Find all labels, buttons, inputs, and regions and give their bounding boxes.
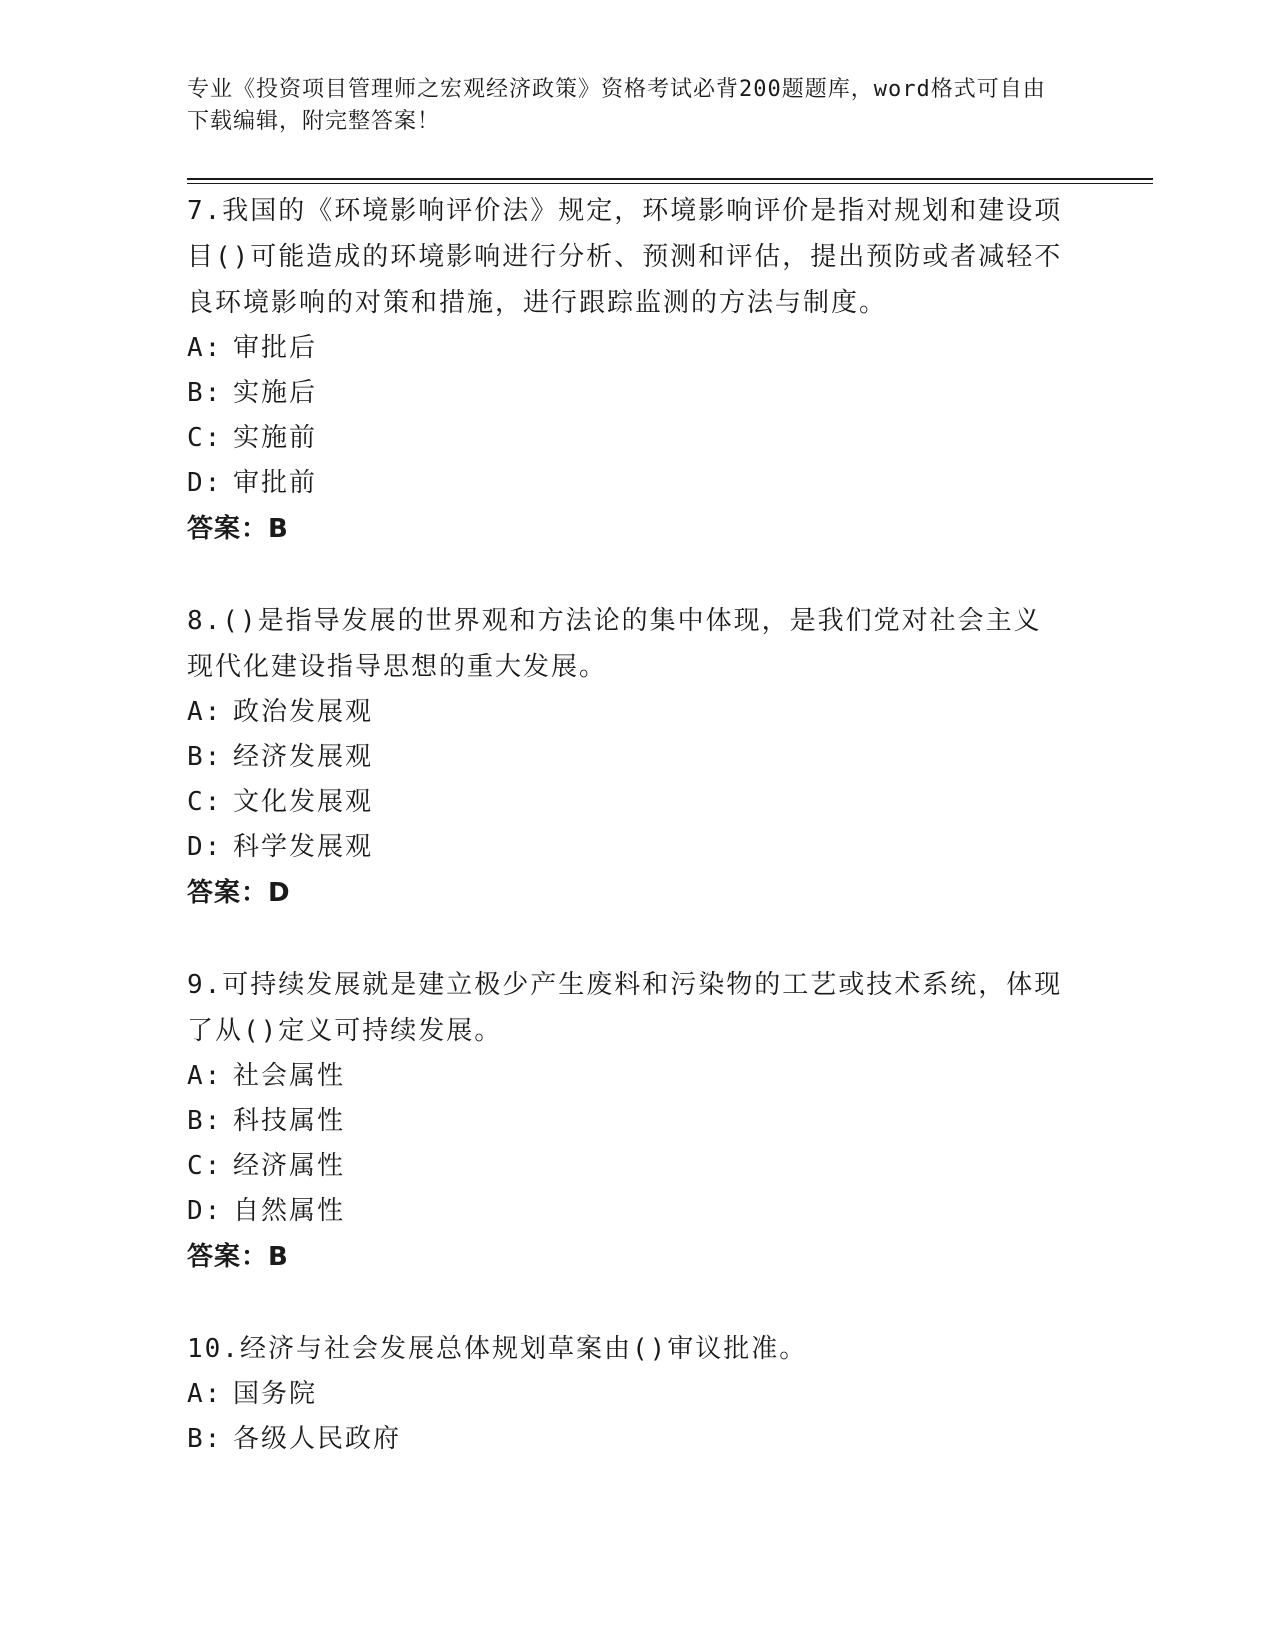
option-text: 国务院 — [233, 1379, 318, 1409]
option-d — [187, 825, 1067, 870]
option-key: D: — [187, 1196, 223, 1226]
option-key: D: — [187, 832, 223, 862]
answer-line: 答案：D — [187, 878, 291, 908]
option-text: 科学发展观 — [233, 832, 374, 862]
option-text: 实施后 — [233, 378, 318, 408]
question-stem: 7.我国的《环境影响评价法》规定，环境影响评价是指对规划和建设项目()可能造成的环境影响进行分析、预测和评估，提出预防或者减轻不良环境影响的对策和措施，进行跟踪监测的方法与制度。 — [187, 196, 1063, 318]
option-text: 政治发展观 — [233, 697, 374, 727]
option-text: 社会属性 — [233, 1061, 346, 1091]
answer-line: 答案：B — [187, 514, 289, 544]
option-text: 经济发展观 — [233, 742, 374, 772]
question-item — [187, 188, 1067, 552]
option-text: 经济属性 — [233, 1151, 346, 1181]
option-key: B: — [187, 1424, 223, 1454]
option-text: 科技属性 — [233, 1106, 346, 1136]
option-d — [187, 461, 1067, 506]
question-stem: 8.()是指导发展的世界观和方法论的集中体现，是我们党对社会主义现代化建设指导思想的重大发展。 — [187, 606, 1042, 682]
option-text: 各级人民政府 — [233, 1424, 402, 1454]
option-a — [187, 326, 1067, 371]
header-divider-thick — [187, 178, 1153, 180]
option-a — [187, 690, 1067, 735]
option-b — [187, 371, 1067, 416]
option-c — [187, 780, 1067, 825]
option-b — [187, 735, 1067, 780]
option-key: C: — [187, 423, 223, 453]
question-item — [187, 598, 1067, 916]
option-key: C: — [187, 1151, 223, 1181]
option-a — [187, 1372, 1067, 1417]
option-a — [187, 1054, 1067, 1099]
option-key: B: — [187, 742, 223, 772]
option-key: A: — [187, 1379, 223, 1409]
option-key: D: — [187, 468, 223, 498]
option-key: A: — [187, 697, 223, 727]
option-text: 审批前 — [233, 468, 318, 498]
option-key: C: — [187, 787, 223, 817]
option-text: 实施前 — [233, 423, 318, 453]
document-header: 专业《投资项目管理师之宏观经济政策》资格考试必背200题题库，word格式可自由下载编辑，附完整答案！ — [187, 77, 1046, 134]
option-b — [187, 1417, 1067, 1462]
option-text: 审批后 — [233, 333, 318, 363]
option-c — [187, 1144, 1067, 1189]
option-c — [187, 416, 1067, 461]
option-key: B: — [187, 1106, 223, 1136]
answer-line: 答案：B — [187, 1242, 289, 1272]
option-d — [187, 1189, 1067, 1234]
question-stem: 10.经济与社会发展总体规划草案由()审议批准。 — [187, 1334, 808, 1364]
question-item — [187, 1326, 1067, 1462]
question-stem: 9.可持续发展就是建立极少产生废料和污染物的工艺或技术系统，体现了从()定义可持续发展。 — [187, 970, 1063, 1046]
option-b — [187, 1099, 1067, 1144]
option-text: 自然属性 — [233, 1196, 346, 1226]
question-list — [187, 188, 1067, 1508]
option-text: 文化发展观 — [233, 787, 374, 817]
option-key: A: — [187, 1061, 223, 1091]
question-item — [187, 962, 1067, 1280]
header-divider-thin — [187, 183, 1153, 184]
option-key: B: — [187, 378, 223, 408]
option-key: A: — [187, 333, 223, 363]
